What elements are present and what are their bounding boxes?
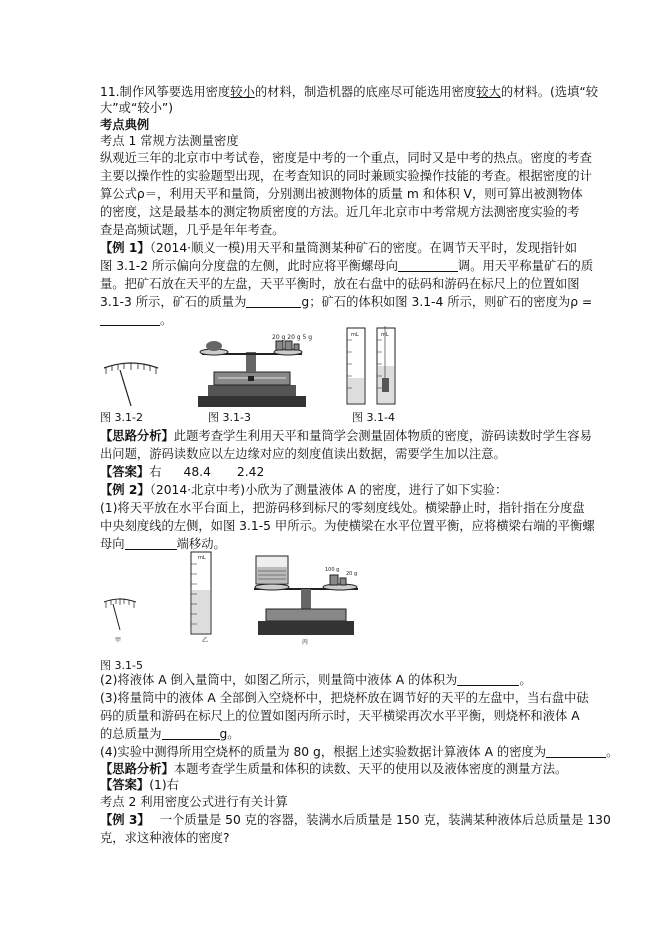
figure-caption: 图 3.1-4 xyxy=(352,411,395,424)
analysis-1-line: 【思路分析】此题考查学生利用天平和量筒学会测量固体物质的密度，游码读数时学生容易 xyxy=(100,429,592,443)
intro-line: 查是高频试题，几乎是年年考查。 xyxy=(100,223,285,237)
svg-text:mL: mL xyxy=(198,555,206,561)
fill-blank[interactable] xyxy=(457,673,519,686)
answer-1: 【答案】右 48.4 2.42 xyxy=(100,465,265,479)
fill-blank[interactable] xyxy=(246,295,301,308)
intro-line: 算公式ρ＝，利用天平和量筒，分别测出被测物体的质量 m 和体积 V，则可算出被测物体 xyxy=(100,187,583,201)
example-2-line: 中央刻度线的左侧，如图 3.1-5 甲所示。为使横梁在水平位置平衡，应将横梁右端的平衡螺 xyxy=(100,519,595,533)
kaodian-1-title: 考点 1 常规方法测量密度 xyxy=(100,134,239,148)
figure-caption: 图 3.1-5 xyxy=(100,659,143,672)
example-2-line: (1)将天平放在水平台面上，把游码移到标尺的零刻度线处。横梁静止时，指针指在分度盘 xyxy=(100,501,585,515)
figure-caption: 图 3.1-2 xyxy=(100,411,143,424)
intro-line: 主要以操作性的实验题型出现，在考查知识的同时兼顾实验操作技能的考查。根据密度的计 xyxy=(100,169,592,183)
example-1-line: 。 xyxy=(100,312,172,328)
answer-blank: 较小 xyxy=(230,85,255,99)
balance-bing-figure xyxy=(250,553,362,645)
cylinder-yi-figure xyxy=(185,550,221,644)
intro-line: 的密度，这是最基本的测定物质密度的方法。近几年北京市中考常规方法测密度实验的考 xyxy=(100,205,580,219)
intro-line: 纵观近三年的北京市中考试卷，密度是中考的一个重点，同时又是中考的热点。密度的考查 xyxy=(100,151,592,165)
example-1-line: 图 3.1-2 所示偏向分度盘的左侧，此时应将平衡螺母向 调。用天平称量矿石的质 xyxy=(100,259,594,273)
svg-text:丙: 丙 xyxy=(302,639,309,645)
example-2-line: 母向 端移动。 xyxy=(100,537,226,551)
example-2-part-3: (3)将量筒中的液体 A 全部倒入空烧杯中，把烧杯放在调节好的天平的左盘中，当右盘中砝 xyxy=(100,691,589,705)
pointer-jia-figure xyxy=(100,596,140,646)
analysis-2: 【思路分析】本题考查学生质量和体积的读数、天平的使用以及液体密度的测量方法。 xyxy=(100,762,568,776)
question-11: 11.制作风筝要选用密度较小的材料，制造机器的底座尽可能选用密度较大的材料。(选填“较 xyxy=(100,85,599,99)
example-2-part-2: (2)将液体 A 倒入量筒中，如图乙所示，则量筒中液体 A 的体积为 。 xyxy=(100,673,532,687)
fill-blank[interactable] xyxy=(546,745,606,758)
fill-blank[interactable] xyxy=(398,259,458,272)
fill-blank[interactable] xyxy=(125,537,177,550)
answer-2: 【答案】(1)右 xyxy=(100,778,179,792)
svg-text:mL: mL xyxy=(351,332,359,338)
example-2-line: 【例 2】（2014·北京中考)小欣为了测量液体 A 的密度，进行了如下实验： xyxy=(100,483,508,497)
example-1-line: 【例 1】（2014·顺义一模)用天平和量筒测某种矿石的密度。在调节天平时，发现指针如 xyxy=(100,241,578,255)
example-2-part-3: 码的质量和游码在标尺上的位置如图丙所示时，天平横梁再次水平平衡，则烧杯和液体 A xyxy=(100,709,580,723)
cylinders-figure xyxy=(343,326,403,410)
svg-text:mL: mL xyxy=(381,332,389,338)
svg-text:甲: 甲 xyxy=(115,637,122,644)
example-1-line: 3.1-3 所示，矿石的质量为 g；矿石的体积如图 3.1-4 所示，则矿石的密度为ρ = xyxy=(100,295,593,309)
fill-blank[interactable] xyxy=(162,727,220,740)
weights-label: 20 g 20 g 5 g xyxy=(272,334,313,341)
example-label: 【例 1】 xyxy=(100,241,150,255)
balance-figure xyxy=(190,330,315,410)
question-11-cont: 大”或“较小”) xyxy=(100,101,174,115)
pointer-dial-figure xyxy=(100,360,162,408)
svg-text:100 g: 100 g xyxy=(325,567,340,573)
analysis-1-line: 出问题，游码读数应以左边缘对应的刻度值读出数据，需要学生加以注意。 xyxy=(100,447,506,461)
fill-blank[interactable] xyxy=(100,313,160,326)
svg-text:20 g: 20 g xyxy=(346,571,358,577)
answer-blank: 较大 xyxy=(476,85,501,99)
kaodian-2-title: 考点 2 利用密度公式进行有关计算 xyxy=(100,795,288,809)
figure-caption: 图 3.1-3 xyxy=(208,411,251,424)
example-2-part-4: (4)实验中测得所用空烧杯的质量为 80 g，根据上述实验数据计算液体 A 的密度为 。 xyxy=(100,745,619,759)
example-3-line: 【例 3】 一个质量是 50 克的容器，装满水后质量是 150 克，装满某种液体后总质量是 130 xyxy=(100,813,611,827)
example-1-line: 量。把矿石放在天平的左盘，天平平衡时，放在右盘中的砝码和游码在标尺上的位置如图 xyxy=(100,277,580,291)
section-title: 考点典例 xyxy=(100,118,150,132)
example-2-part-3: 的总质量为 g。 xyxy=(100,727,240,741)
example-3-line: 克，求这种液体的密度? xyxy=(100,831,230,845)
svg-text:乙: 乙 xyxy=(202,637,209,644)
